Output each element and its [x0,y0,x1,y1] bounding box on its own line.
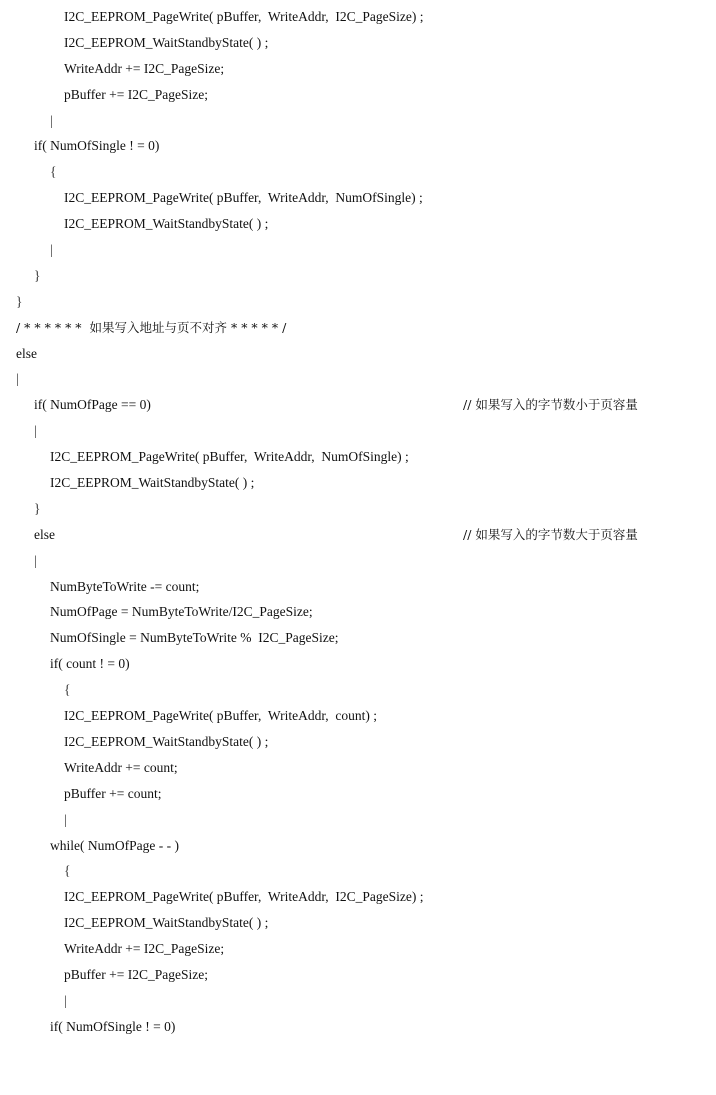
code-text: NumOfSingle = NumByteToWrite % I2C_PageSize; [50,630,339,646]
code-line [0,263,716,289]
code-line [0,599,716,625]
code-comment: // 如果写入的字节数大于页容量 [463,526,638,542]
code-line [0,988,716,1014]
code-line [0,470,716,496]
code-line [0,237,716,263]
code-text: if( count ! = 0) [50,656,130,672]
code-text: / * * * * * * 如果写入地址与页不对齐 * * * * * / [16,319,287,335]
code-text: | [64,992,67,1008]
code-comment: // 如果写入的字节数小于页容量 [463,397,638,413]
code-line [0,884,716,910]
code-line [0,703,716,729]
code-text: { [50,164,57,180]
code-line [0,522,716,548]
code-listing [0,4,716,1092]
code-line [0,82,716,108]
code-line [0,4,716,30]
code-text: pBuffer += I2C_PageSize; [64,86,208,102]
code-text: | [50,242,53,258]
code-text: pBuffer += count; [64,785,162,801]
code-line [0,418,716,444]
code-line [0,496,716,522]
code-text: | [64,811,67,827]
code-line [0,910,716,936]
code-text: if( NumOfPage == 0) [34,397,151,413]
code-line [0,962,716,988]
code-text: if( NumOfSingle ! = 0) [34,138,160,154]
code-line [0,392,716,418]
code-text: I2C_EEPROM_WaitStandbyState( ) ; [50,475,255,491]
code-text: WriteAddr += I2C_PageSize; [64,941,225,957]
code-line [0,858,716,884]
code-text: NumByteToWrite -= count; [50,578,200,594]
code-text: | [34,552,37,568]
code-line [0,30,716,56]
code-line [0,729,716,755]
code-text: while( NumOfPage - - ) [50,837,179,853]
code-line [0,159,716,185]
code-line [0,781,716,807]
code-line [0,936,716,962]
code-text: I2C_EEPROM_PageWrite( pBuffer, WriteAddr, I2C_PageSize) ; [64,9,424,24]
code-line [0,366,716,392]
code-text: WriteAddr += count; [64,759,178,775]
code-text: I2C_EEPROM_WaitStandbyState( ) ; [64,34,269,50]
code-line [0,289,716,315]
code-text: I2C_EEPROM_PageWrite( pBuffer, WriteAddr, I2C_PageSize) ; [64,889,424,905]
code-line [0,548,716,574]
code-text: I2C_EEPROM_WaitStandbyState( ) ; [64,733,269,749]
code-text: } [34,267,41,283]
code-line [0,755,716,781]
code-line [0,574,716,600]
code-line [0,807,716,833]
code-line [0,108,716,134]
code-text: I2C_EEPROM_PageWrite( pBuffer, WriteAddr, NumOfSingle) ; [64,190,423,206]
code-text: I2C_EEPROM_PageWrite( pBuffer, WriteAddr, count) ; [64,708,378,724]
code-text: } [16,293,23,309]
code-line [0,341,716,367]
code-line [0,133,716,159]
code-text: if( NumOfSingle ! = 0) [50,1018,176,1034]
code-line [0,56,716,82]
code-text: WriteAddr += I2C_PageSize; [64,60,225,76]
code-line [0,625,716,651]
code-text: else [34,526,55,542]
code-text: NumOfPage = NumByteToWrite/I2C_PageSize; [50,604,313,620]
code-text: I2C_EEPROM_PageWrite( pBuffer, WriteAddr, NumOfSingle) ; [50,449,409,465]
code-text: I2C_EEPROM_WaitStandbyState( ) ; [64,915,269,931]
code-text: I2C_EEPROM_WaitStandbyState( ) ; [64,216,269,232]
code-line [0,1014,716,1040]
code-text: | [34,423,37,439]
code-text: else [16,345,37,361]
code-text: } [34,500,41,516]
code-line [0,315,716,341]
code-text: | [50,112,53,128]
code-line [0,444,716,470]
code-text: { [64,682,71,698]
code-line [0,651,716,677]
code-text: pBuffer += I2C_PageSize; [64,966,208,982]
code-line [0,211,716,237]
code-line [0,833,716,859]
code-text: { [64,863,71,879]
code-line [0,677,716,703]
code-line [0,185,716,211]
code-text: | [16,371,19,387]
